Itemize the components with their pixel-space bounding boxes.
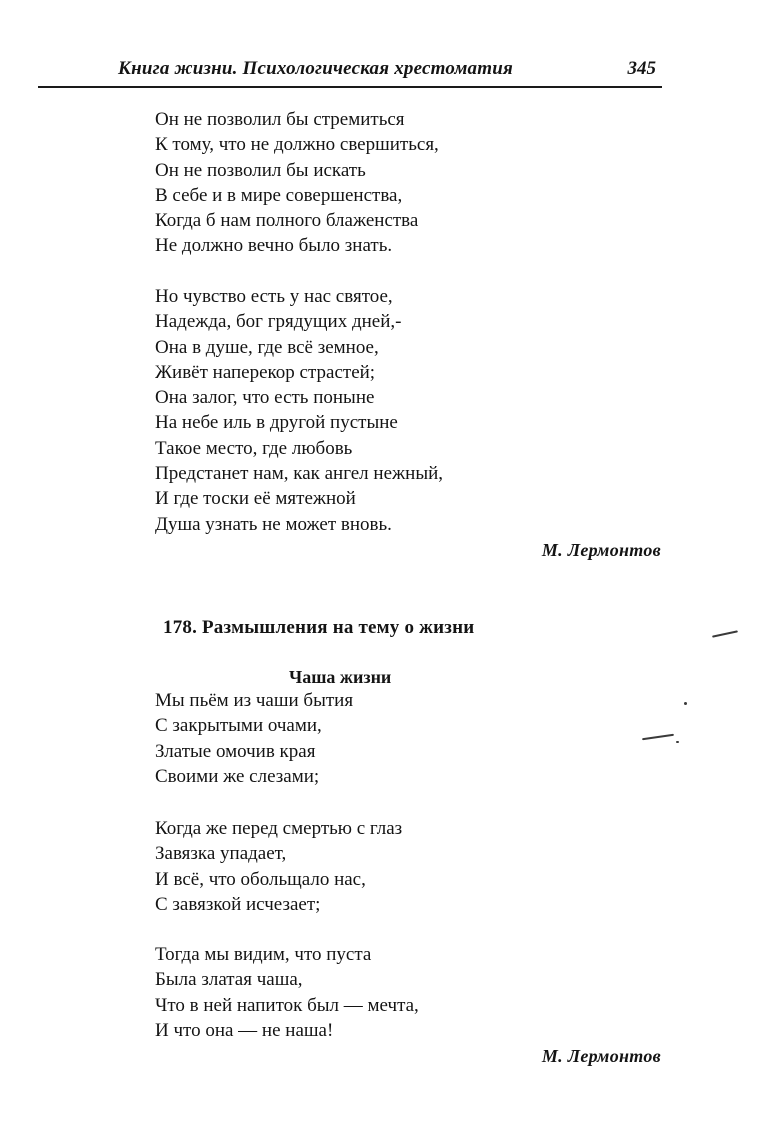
running-header bbox=[38, 52, 662, 88]
poem2-author: М. Лермонтов bbox=[541, 1046, 661, 1066]
verse-line: Живёт наперекор страстей; bbox=[155, 361, 376, 383]
poem2-stanza-1 bbox=[155, 688, 353, 789]
running-title: Книга жизни. Психологическая хрестоматия bbox=[118, 58, 513, 79]
verse-line: К тому, что не должно свершиться, bbox=[155, 134, 439, 156]
verse-line: Такое место, где любовь bbox=[155, 437, 353, 459]
poem1-stanza-2 bbox=[155, 284, 443, 537]
verse-line: Златые омочив края bbox=[155, 740, 316, 762]
verse-line: Она залог, что есть поныне bbox=[155, 387, 375, 409]
verse-line: Своими же слезами; bbox=[155, 765, 320, 787]
verse-line: Душа узнать не может вновь. bbox=[155, 513, 392, 535]
verse-line: Была златая чаша, bbox=[155, 969, 303, 991]
verse-line: Тогда мы видим, что пуста bbox=[155, 944, 372, 965]
poem2-stanza-3 bbox=[155, 942, 419, 1043]
verse-line: И всё, что обольщало нас, bbox=[155, 868, 366, 890]
scan-speck bbox=[642, 734, 674, 740]
poem1-stanza-1 bbox=[155, 107, 439, 259]
scan-speck bbox=[676, 741, 679, 743]
verse-line: С закрытыми очами, bbox=[155, 715, 322, 737]
poem2-stanza-2 bbox=[155, 816, 402, 917]
verse-line: Надежда, бог грядущих дней,- bbox=[155, 311, 402, 333]
verse-line: С завязкой исчезает; bbox=[155, 893, 321, 915]
verse-line: Завязка упадает, bbox=[155, 843, 287, 865]
page-number: 345 bbox=[627, 58, 656, 79]
verse-line: Предстанет нам, как ангел нежный, bbox=[155, 463, 443, 485]
verse-line: Он не позволил бы искать bbox=[155, 159, 366, 181]
verse-line: Не должно вечно было знать. bbox=[155, 235, 393, 257]
verse-line: И что она — не наша! bbox=[155, 1019, 334, 1041]
section-heading: 178. Размышления на тему о жизни bbox=[163, 617, 475, 638]
verse-line: Когда б нам полного блаженства bbox=[155, 210, 419, 232]
poem1-author: М. Лермонтов bbox=[541, 540, 661, 560]
verse-line: Она в душе, где всё земное, bbox=[155, 336, 379, 358]
verse-line: Мы пьём из чаши бытия bbox=[155, 690, 354, 711]
scan-speck bbox=[684, 702, 687, 705]
poem2-title: Чаша жизни bbox=[289, 667, 392, 687]
verse-line: Он не позволил бы стремиться bbox=[155, 109, 405, 130]
verse-line: И где тоски её мятежной bbox=[155, 488, 356, 510]
scan-speck bbox=[712, 630, 738, 637]
verse-line: Что в ней напиток был — мечта, bbox=[155, 994, 419, 1016]
verse-line: Когда же перед смертью с глаз bbox=[155, 818, 403, 839]
verse-line: В себе и в мире совершенства, bbox=[155, 184, 403, 206]
verse-line: Но чувство есть у нас святое, bbox=[155, 286, 393, 307]
verse-line: На небе иль в другой пустыне bbox=[155, 412, 398, 434]
